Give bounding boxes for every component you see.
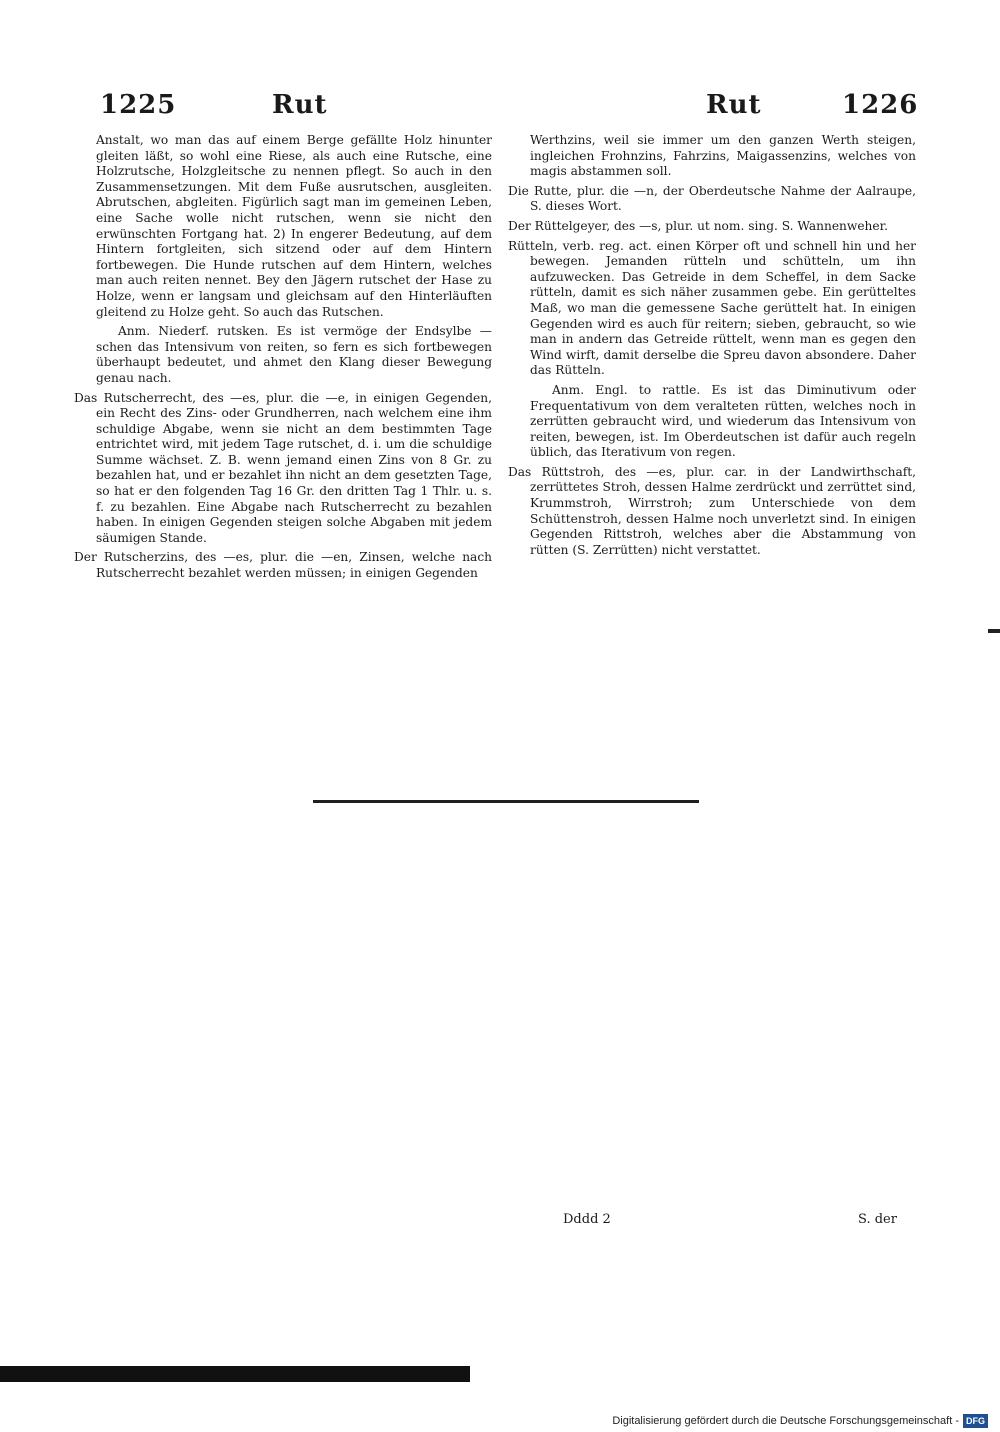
page-number-right: 1226: [842, 90, 919, 120]
margin-mark: [988, 629, 1000, 633]
footer: [612, 1414, 988, 1428]
left-column: [74, 133, 492, 586]
end-rule: [313, 800, 699, 803]
dfg-logo: DFG: [963, 1414, 988, 1428]
scan-edge-bar: [0, 1366, 470, 1382]
entry-ruettelgeyer: Der Rüttelgeyer, des —s, plur. ut nom. sing. S. Wannenweher.: [508, 218, 888, 233]
entry-ruettstroh: Das Rüttstroh, des —es, plur. car. in der Landwirthschaft, zerrüttetes Stroh, dessen Halme zerdrückt und zerrüttet sind, Krummstroh, Wirrstroh; zum Unterschiede von dem Schüttenstroh, dessen Halme noch unverletzt sind. In einigen Gegenden Rittstroh, welches aber die Abstammung von rütten (S. Zerrütten) nicht verstattet.: [508, 464, 916, 557]
running-head-left: Rut: [272, 90, 328, 120]
entry-rutte: Die Rutte, plur. die —n, der Oberdeutsche Nahme der Aalraupe, S. dieses Wort.: [508, 183, 916, 214]
left-paragraph-continuation: Anstalt, wo man das auf einem Berge gefällte Holz hinunter gleiten läßt, so wohl eine Riese, als auch eine Rutsche, eine Holzrutsche, Holzgleitsche zu nennen pflegt. So auch in den Zusammensetzungen. Mit dem Fuße ausrutschen, ausgleiten. Abrutschen, abgleiten. Figürlich sagt man im gemeinen Leben, eine Sache wolle nicht rutschen, wenn sie nicht den erwünschten Fortgang hat. 2) In engerer Bedeutung, auf dem Hintern fortgleiten, sich sitzend oder auf dem Hintern fortbewegen. Die Hunde rutschen auf dem Hintern, welches man auch reiten nennet. Bey den Jägern rutschet der Hase zu Holze, wenn er langsam und gleichsam auf den Hinterläuften gleitend zu Holze geht. So auch das Rutschen.: [96, 133, 492, 319]
page-number-left: 1225: [100, 90, 177, 120]
catchword: S. der: [858, 1212, 897, 1227]
left-annotation: Anm. Niederf. rutsken. Es ist vermöge der Endsylbe —schen das Intensivum von reiten, so fern es sich fortbewegen überhaupt bedeutet, und ahmet den Klang dieser Bewegung genau nach.: [96, 324, 492, 385]
right-column: [508, 133, 916, 562]
right-annotation: Anm. Engl. to rattle. Es ist das Diminutivum oder Frequentativum von dem veralteten rütten, welches noch in zerrütten gebraucht wird, und wiederum das Intensivum von reiten, bewegen, ist. Im Oberdeutschen ist dafür auch regeln üblich, das Iterativum von regen.: [530, 382, 916, 460]
entry-ruetteln: Rütteln, verb. reg. act. einen Körper oft und schnell hin und her bewegen. Jemanden rütteln und schütteln, um ihn aufzuwecken. Das Getreide in dem Scheffel, in dem Sacke rütteln, damit es sich näher zusammen gebe. Ein gerütteltes Maß, wo man die gemessene Sache gerüttelt hat. In einigen Gegenden wird es auch für reitern; sieben, gebraucht, so wie man in andern das Getreide rüttelt, wenn man es gegen den Wind wirft, damit derselbe die Spreu davon absondere. Daher das Rütteln.: [508, 238, 916, 378]
right-paragraph-continuation: Werthzins, weil sie immer um den ganzen Werth steigen, ingleichen Frohnzins, Fahrzins, Maigassenzins, welches von magis abstammen soll.: [530, 133, 916, 179]
footer-credit: Digitalisierung gefördert durch die Deutsche Forschungsgemeinschaft -: [612, 1415, 959, 1427]
running-head-right: Rut: [706, 90, 762, 120]
signature-mark: Dddd 2: [563, 1212, 611, 1227]
entry-rutscherrecht: Das Rutscherrecht, des —es, plur. die —e, in einigen Gegenden, ein Recht des Zins- oder Grundherren, nach welchem eine ihm schuldige Abgabe, wenn sie nicht an dem bestimmten Tage entrichtet wird, mit jedem Tage rutschet, d. i. um die schuldige Summe wächset. Z. B. wenn jemand einen Zins von 8 Gr. zu bezahlen hat, und er bezahlet ihn nicht an dem gesetzten Tage, so hat er den folgenden Tag 16 Gr. den dritten Tag 1 Thlr. u. s. f. zu bezahlen. Eine Abgabe nach Rutscherrecht zu bezahlen haben. In einigen Gegenden steigen solche Abgaben mit jedem säumigen Stande.: [74, 390, 492, 545]
entry-rutscherzins: Der Rutscherzins, des —es, plur. die —en, Zinsen, welche nach Rutscherrecht bezahlet werden müssen; in einigen Gegenden: [74, 550, 492, 581]
